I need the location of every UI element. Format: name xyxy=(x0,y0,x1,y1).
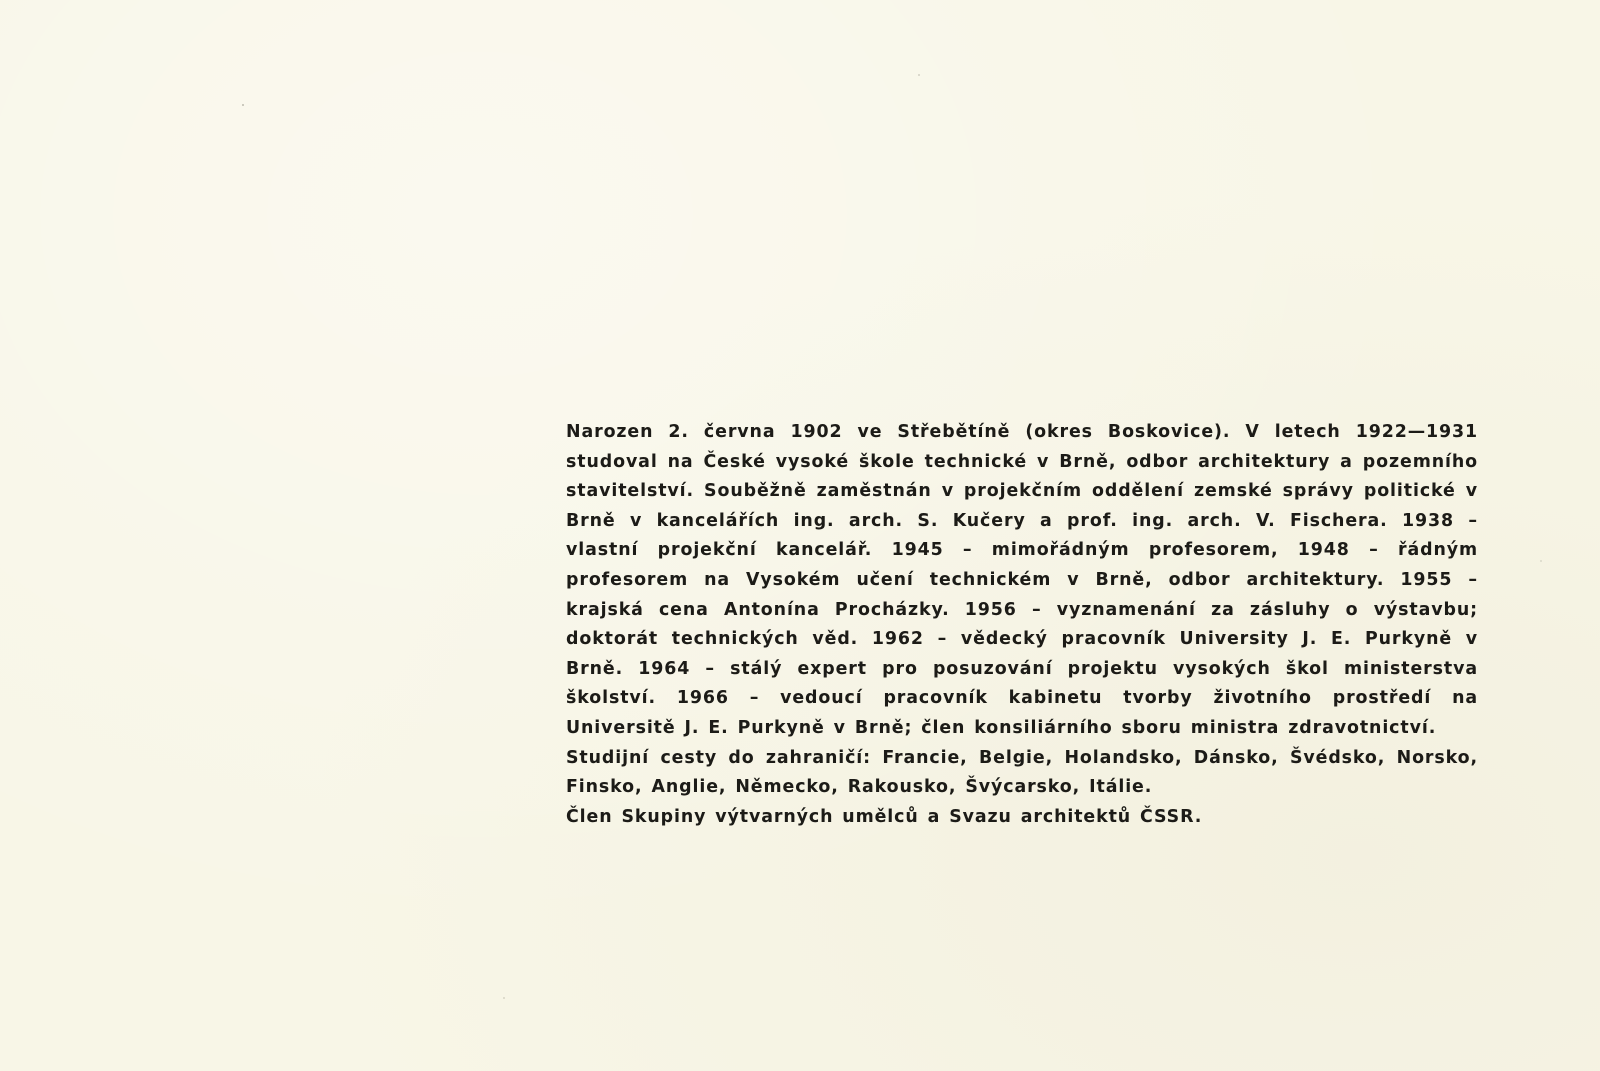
paper-speck xyxy=(242,104,244,106)
biography-paragraph-career: Narozen 2. června 1902 ve Střebětíně (okres Boskovice). V letech 1922—1931 studoval na České vysoké škole technické v Brně, odbor architektury a pozemního stavitelství. Souběžně zaměstnán v projekčním oddělení zemské správy politické v Brně v kancelářích ing. arch. S. Kučery a prof. ing. arch. V. Fischera. 1938 – vlastní projekční kancelář. 1945 – mimořádným profesorem, 1948 – řádným profesorem na Vysokém učení technickém v Brně, odbor architektury. 1955 – krajská cena Antonína Procházky. 1956 – vyznamenání za zásluhy o výstavbu; doktorát technických věd. 1962 – vědecký pracovník University J. E. Purkyně v Brně. 1964 – stálý expert pro posuzování projektu vysokých škol ministerstva školství. 1966 – vedoucí pracovník kabinetu tvorby životního prostředí na Universitě J. E. Purkyně v Brně; člen konsiliárního sboru ministra zdravotnictví. xyxy=(566,422,1478,738)
paper-speck xyxy=(1540,560,1542,562)
biography-paragraph-study-trips: Studijní cesty do zahraničí: Francie, Belgie, Holandsko, Dánsko, Švédsko, Norsko, Finsko, Anglie, Německo, Rakousko, Švýcarsko, Itálie. xyxy=(566,747,1478,798)
biography-text-block xyxy=(566,418,1478,832)
biography-paragraph-membership: Člen Skupiny výtvarných umělců a Svazu architektů ČSSR. xyxy=(566,806,1203,827)
paper-speck xyxy=(503,997,505,999)
paper-speck xyxy=(918,74,920,76)
